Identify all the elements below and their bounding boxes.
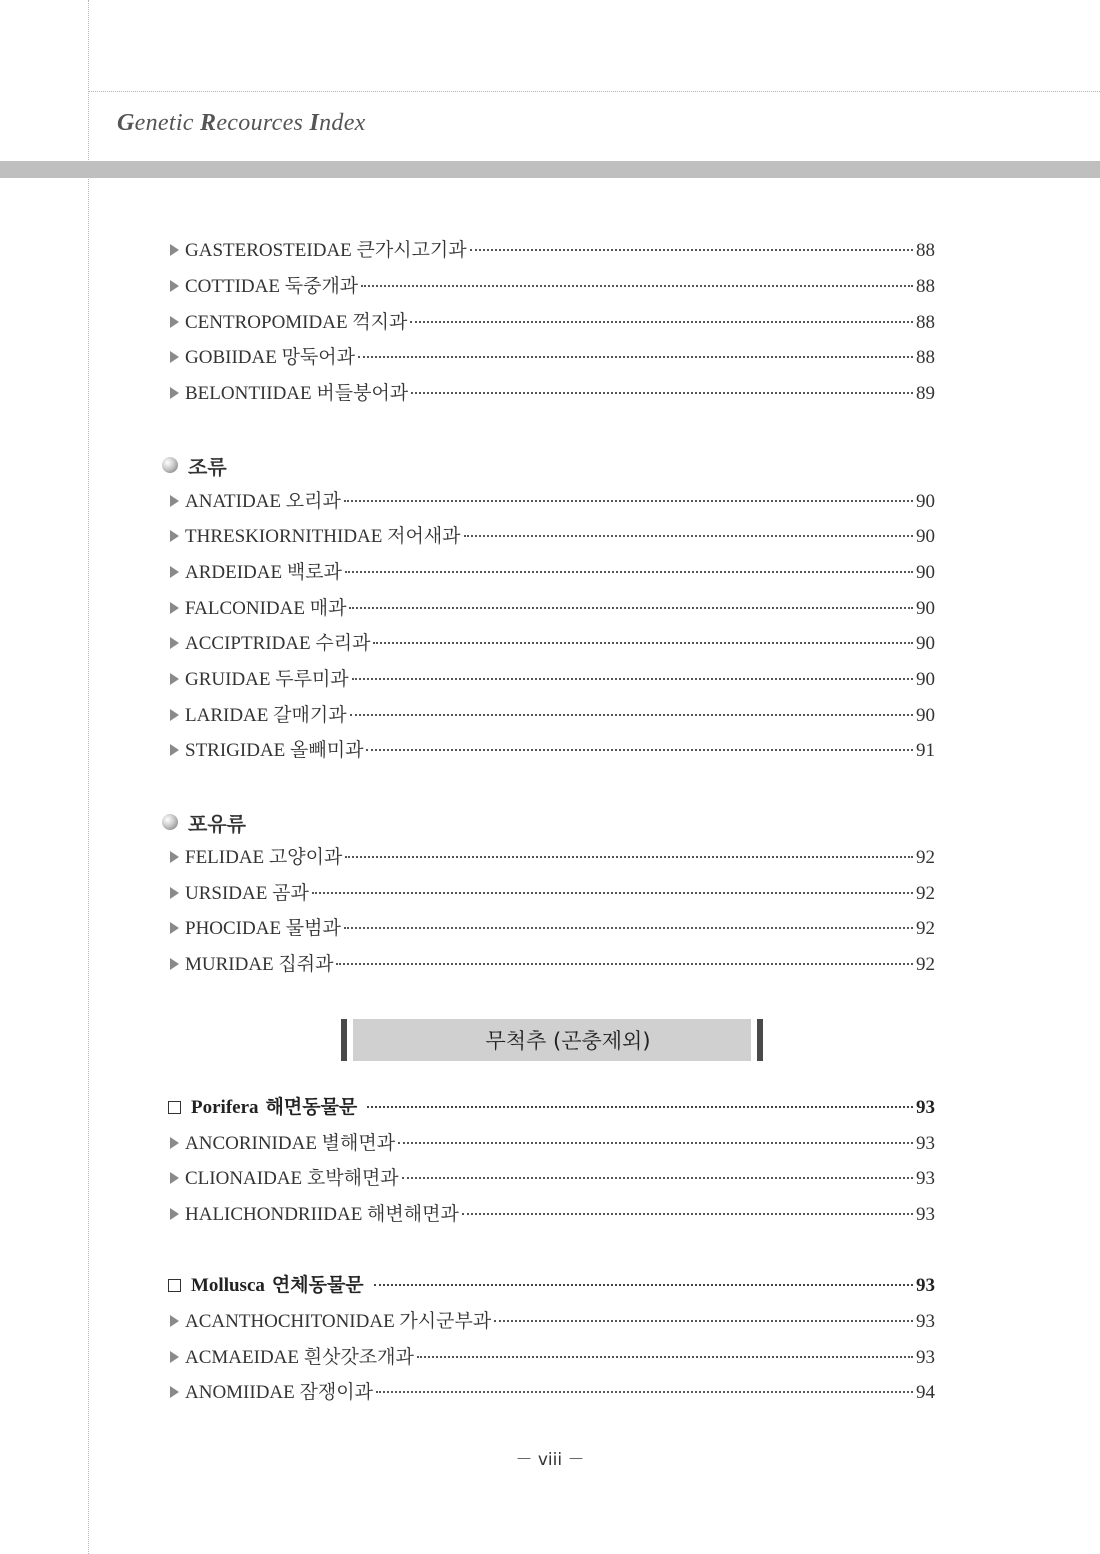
toc-entry[interactable] xyxy=(170,878,935,908)
toc-entry[interactable] xyxy=(170,593,935,623)
triangle-bullet-icon xyxy=(170,887,179,899)
toc-entry-page: 90 xyxy=(916,562,935,583)
square-bullet-icon xyxy=(168,1279,181,1292)
leader-dots xyxy=(349,607,913,609)
triangle-bullet-icon xyxy=(170,1137,179,1149)
triangle-bullet-icon xyxy=(170,958,179,970)
leader-dots xyxy=(336,963,913,965)
toc-entry[interactable] xyxy=(170,235,935,265)
leader-dots xyxy=(402,1177,913,1179)
toc-entry-label: GOBIIDAE 망둑어과 xyxy=(185,347,355,368)
left-guide-line xyxy=(88,0,89,1554)
leader-dots xyxy=(312,892,913,894)
toc-entry[interactable] xyxy=(170,700,935,730)
toc-entry[interactable] xyxy=(170,1163,935,1193)
toc-entry[interactable] xyxy=(170,1306,935,1336)
triangle-bullet-icon xyxy=(170,1386,179,1398)
toc-entry-label: GASTEROSTEIDAE 큰가시고기과 xyxy=(185,240,467,261)
toc-entry[interactable] xyxy=(170,842,935,872)
toc-entry-page: 93 xyxy=(916,1133,935,1154)
toc-entry[interactable] xyxy=(170,307,935,337)
toc-entry[interactable] xyxy=(170,735,935,765)
triangle-bullet-icon xyxy=(170,495,179,507)
toc-entry-page: 90 xyxy=(916,633,935,654)
toc-entry-page: 90 xyxy=(916,705,935,726)
toc-entry[interactable] xyxy=(170,1377,935,1407)
toc-entry[interactable] xyxy=(170,1342,935,1372)
toc-entry-label: ACANTHOCHITONIDAE 가시군부과 xyxy=(185,1311,492,1332)
toc-entry-page: 93 xyxy=(916,1097,935,1118)
toc-entry-label: THRESKIORNITHIDAE 저어새과 xyxy=(185,526,461,547)
toc-entry-page: 93 xyxy=(916,1347,935,1368)
toc-entry[interactable] xyxy=(170,913,935,943)
toc-entry-page: 93 xyxy=(916,1311,935,1332)
toc-entry-page: 88 xyxy=(916,312,935,333)
triangle-bullet-icon xyxy=(170,744,179,756)
leader-dots xyxy=(373,642,913,644)
toc-entry-label: CLIONAIDAE 호박해면과 xyxy=(185,1168,399,1189)
toc-entry-label: BELONTIIDAE 버들붕어과 xyxy=(185,383,409,404)
toc-entry-page: 90 xyxy=(916,526,935,547)
toc-entry-page: 88 xyxy=(916,240,935,261)
category-title: 무척추 (곤충제외) xyxy=(485,1029,651,1053)
toc-entry-label: ARDEIDAE 백로과 xyxy=(185,562,342,583)
toc-entry[interactable] xyxy=(170,1199,935,1229)
leader-dots xyxy=(417,1356,913,1358)
leader-dots xyxy=(352,678,913,680)
leader-dots xyxy=(358,356,913,358)
leader-dots xyxy=(464,535,913,537)
toc-entry-page: 93 xyxy=(916,1168,935,1189)
leader-dots xyxy=(367,1106,913,1108)
toc-entry-page: 92 xyxy=(916,883,935,904)
toc-entry-label: CENTROPOMIDAE 꺽지과 xyxy=(185,312,408,333)
toc-entry-page: 93 xyxy=(916,1275,935,1296)
toc-entry-page: 92 xyxy=(916,847,935,868)
leader-dots xyxy=(350,714,913,716)
triangle-bullet-icon xyxy=(170,316,179,328)
toc-entry-label: COTTIDAE 둑중개과 xyxy=(185,276,359,297)
triangle-bullet-icon xyxy=(170,709,179,721)
square-bullet-icon xyxy=(168,1101,181,1114)
triangle-bullet-icon xyxy=(170,1172,179,1184)
toc-entry-label: ACMAEIDAE 흰삿갓조개과 xyxy=(185,1347,414,1368)
toc-entry-label: URSIDAE 곰과 xyxy=(185,883,309,904)
leader-dots xyxy=(344,927,913,929)
triangle-bullet-icon xyxy=(170,1315,179,1327)
toc-entry-label: ANATIDAE 오리과 xyxy=(185,491,341,512)
toc-entry-label: FELIDAE 고양이과 xyxy=(185,847,343,868)
triangle-bullet-icon xyxy=(170,673,179,685)
triangle-bullet-icon xyxy=(170,851,179,863)
toc-entry-page: 88 xyxy=(916,347,935,368)
leader-dots xyxy=(470,249,913,251)
triangle-bullet-icon xyxy=(170,530,179,542)
toc-phylum-label: Porifera 해면동물문 xyxy=(191,1097,358,1118)
toc-entry[interactable] xyxy=(170,486,935,516)
leader-dots xyxy=(361,285,913,287)
toc-phylum-entry[interactable] xyxy=(168,1270,935,1300)
toc-entry[interactable] xyxy=(170,664,935,694)
toc-entry-label: FALCONIDAE 매과 xyxy=(185,598,347,619)
toc-entry-label: PHOCIDAE 물범과 xyxy=(185,918,341,939)
toc-entry[interactable] xyxy=(170,521,935,551)
leader-dots xyxy=(398,1142,913,1144)
leader-dots xyxy=(411,392,913,394)
toc-phylum-label: Mollusca 연체동물문 xyxy=(191,1275,364,1296)
toc-entry-label: MURIDAE 집쥐과 xyxy=(185,954,334,975)
leader-dots xyxy=(494,1320,913,1322)
toc-entry[interactable] xyxy=(170,949,935,979)
section-heading-birds: 조류 xyxy=(162,449,227,481)
triangle-bullet-icon xyxy=(170,922,179,934)
toc-entry-page: 90 xyxy=(916,669,935,690)
toc-entry-label: ANOMIIDAE 잠쟁이과 xyxy=(185,1382,373,1403)
section-heading-mammals: 포유류 xyxy=(162,806,246,838)
toc-entry-page: 90 xyxy=(916,491,935,512)
leader-dots xyxy=(462,1213,913,1215)
toc-entry[interactable] xyxy=(170,271,935,301)
running-header-title: Genetic Recources Index xyxy=(117,110,366,136)
toc-entry[interactable] xyxy=(170,628,935,658)
toc-entry-page: 92 xyxy=(916,954,935,975)
toc-entry-page: 93 xyxy=(916,1204,935,1225)
triangle-bullet-icon xyxy=(170,566,179,578)
header-band xyxy=(0,161,1100,178)
category-banner xyxy=(341,1019,763,1061)
toc-entry-label: ACCIPTRIDAE 수리과 xyxy=(185,633,371,654)
leader-dots xyxy=(344,500,913,502)
toc-entry[interactable] xyxy=(170,378,935,408)
sphere-bullet-icon xyxy=(162,814,178,830)
top-guide-line xyxy=(88,91,1100,92)
toc-entry-label: GRUIDAE 두루미과 xyxy=(185,669,349,690)
triangle-bullet-icon xyxy=(170,244,179,256)
leader-dots xyxy=(345,571,913,573)
leader-dots xyxy=(345,856,913,858)
sphere-bullet-icon xyxy=(162,457,178,473)
toc-entry[interactable] xyxy=(170,1128,935,1158)
leader-dots xyxy=(376,1391,913,1393)
toc-entry-page: 94 xyxy=(916,1382,935,1403)
toc-entry-page: 88 xyxy=(916,276,935,297)
toc-entry-page: 89 xyxy=(916,383,935,404)
toc-entry-label: ANCORINIDAE 별해면과 xyxy=(185,1133,396,1154)
leader-dots xyxy=(366,749,913,751)
toc-entry-label: LARIDAE 갈매기과 xyxy=(185,705,347,726)
triangle-bullet-icon xyxy=(170,1351,179,1363)
page-number: － viii － xyxy=(515,1450,585,1470)
toc-entry-label: HALICHONDRIIDAE 해변해면과 xyxy=(185,1204,459,1225)
triangle-bullet-icon xyxy=(170,637,179,649)
toc-phylum-entry[interactable] xyxy=(168,1092,935,1122)
toc-entry[interactable] xyxy=(170,342,935,372)
toc-entry-page: 92 xyxy=(916,918,935,939)
toc-entry-page: 90 xyxy=(916,598,935,619)
leader-dots xyxy=(374,1284,913,1286)
leader-dots xyxy=(410,321,913,323)
toc-entry-page: 91 xyxy=(916,740,935,761)
toc-entry-label: STRIGIDAE 올빼미과 xyxy=(185,740,364,761)
triangle-bullet-icon xyxy=(170,280,179,292)
triangle-bullet-icon xyxy=(170,602,179,614)
triangle-bullet-icon xyxy=(170,1208,179,1220)
triangle-bullet-icon xyxy=(170,351,179,363)
toc-entry[interactable] xyxy=(170,557,935,587)
triangle-bullet-icon xyxy=(170,387,179,399)
